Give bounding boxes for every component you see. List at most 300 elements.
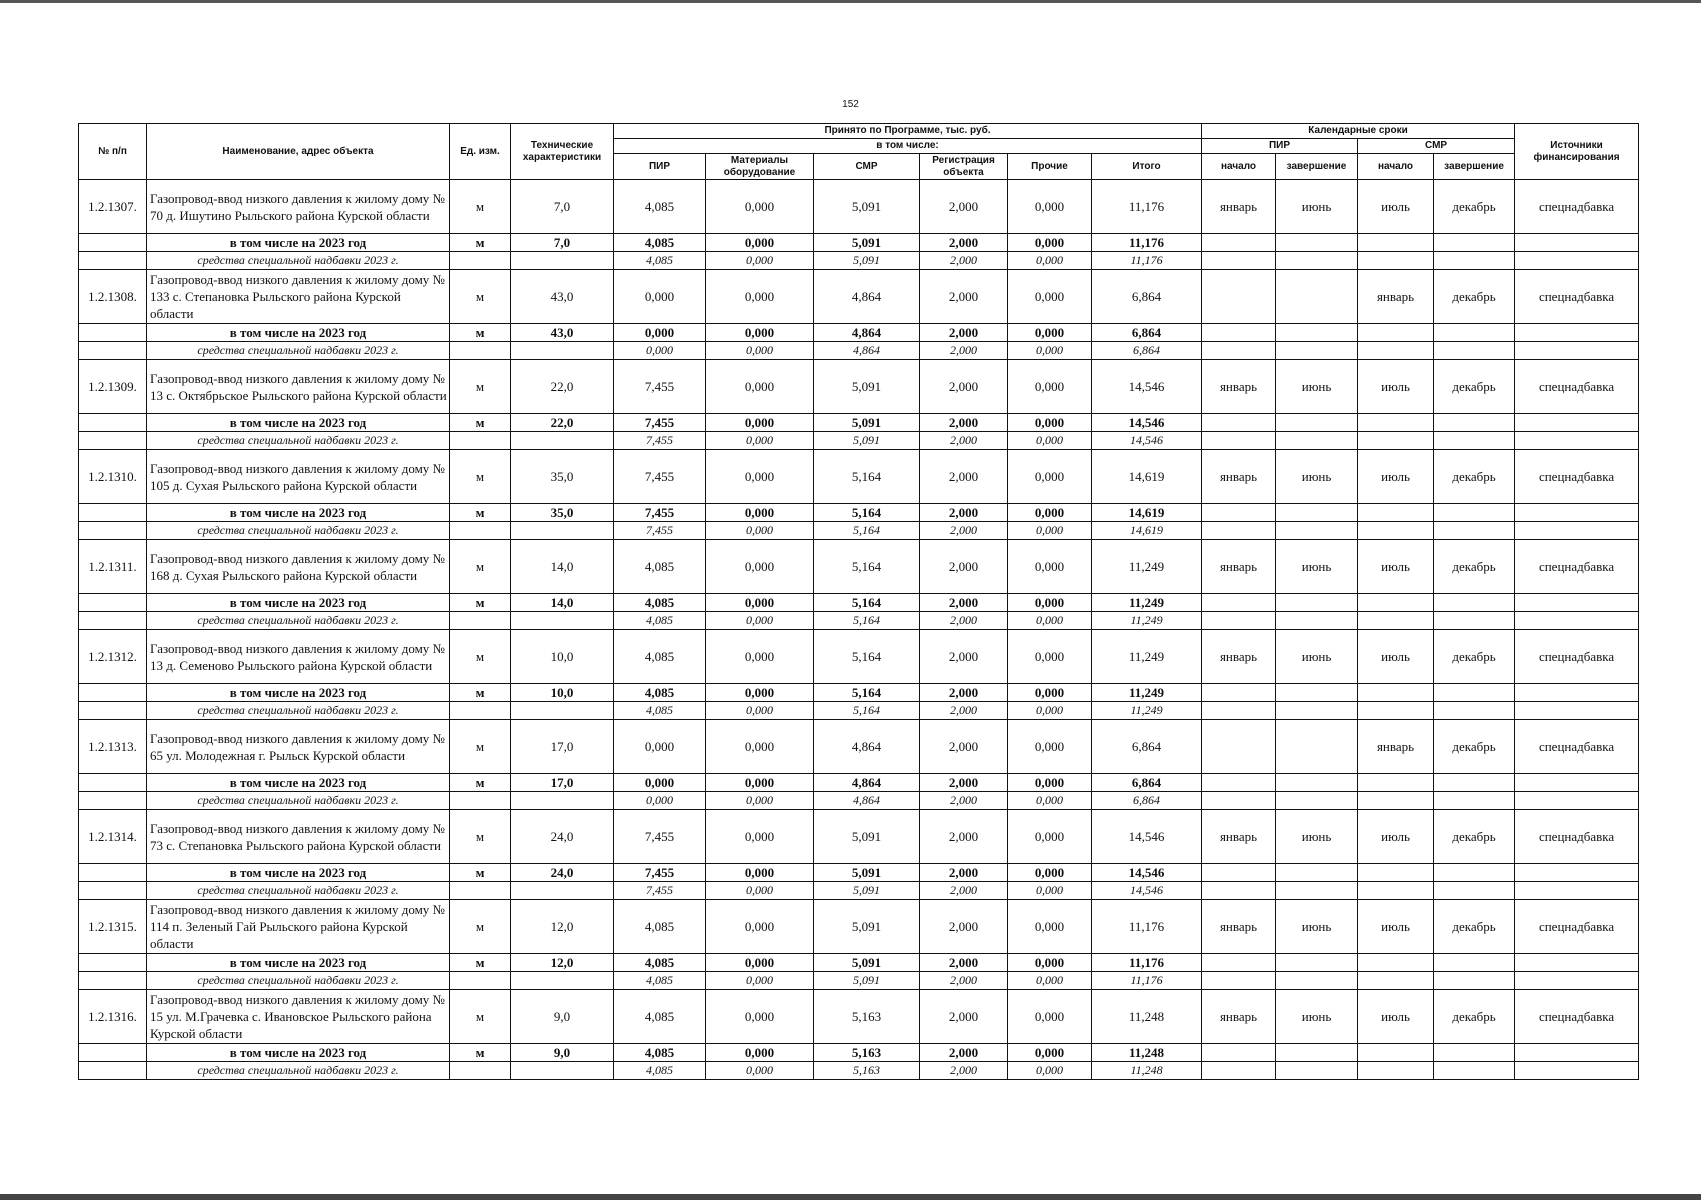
total-cell: 11,176 <box>1092 180 1202 234</box>
subtotal-row <box>79 1044 1639 1062</box>
other-cell: 0,000 <box>1008 630 1092 684</box>
total-cell: 11,176 <box>1092 972 1202 990</box>
materials-cell: 0,000 <box>706 594 814 612</box>
object-name: Газопровод-ввод низкого давления к жилому дому № 70 д. Ишутино Рыльского района Курской области <box>147 180 450 234</box>
tech-cell: 14,0 <box>511 540 614 594</box>
empty-cell <box>1515 414 1639 432</box>
other-cell: 0,000 <box>1008 882 1092 900</box>
table-row <box>79 720 1639 774</box>
other-cell: 0,000 <box>1008 900 1092 954</box>
tech-cell: 22,0 <box>511 414 614 432</box>
pir-cell: 0,000 <box>614 720 706 774</box>
empty-cell <box>1515 702 1639 720</box>
pir-cell: 7,455 <box>614 360 706 414</box>
materials-cell: 0,000 <box>706 1044 814 1062</box>
total-cell: 6,864 <box>1092 720 1202 774</box>
tech-cell: 9,0 <box>511 1044 614 1062</box>
pir-start-cell: январь <box>1202 360 1276 414</box>
unit-cell: м <box>450 810 511 864</box>
source-cell: спецнадбавка <box>1515 450 1639 504</box>
materials-cell: 0,000 <box>706 360 814 414</box>
smr-cell: 5,091 <box>814 972 920 990</box>
smr-cell: 5,164 <box>814 612 920 630</box>
object-name: Газопровод-ввод низкого давления к жилому дому № 13 д. Семеново Рыльского района Курской области <box>147 630 450 684</box>
empty-cell <box>1358 504 1434 522</box>
empty-cell <box>79 504 147 522</box>
pir-end-cell: июнь <box>1276 900 1358 954</box>
header-including: в том числе: <box>614 139 1202 154</box>
pir-cell: 4,085 <box>614 1062 706 1080</box>
empty-cell <box>1202 882 1276 900</box>
registration-cell: 2,000 <box>920 990 1008 1044</box>
empty-cell <box>1358 414 1434 432</box>
subtotal-label: в том числе на 2023 год <box>147 864 450 882</box>
materials-cell: 0,000 <box>706 630 814 684</box>
object-name: Газопровод-ввод низкого давления к жилому дому № 13 с. Октябрьское Рыльского района Курской области <box>147 360 450 414</box>
row-number: 1.2.1308. <box>79 270 147 324</box>
materials-cell: 0,000 <box>706 684 814 702</box>
registration-cell: 2,000 <box>920 270 1008 324</box>
empty-cell <box>511 882 614 900</box>
row-number: 1.2.1314. <box>79 810 147 864</box>
materials-cell: 0,000 <box>706 324 814 342</box>
empty-cell <box>450 972 511 990</box>
other-cell: 0,000 <box>1008 270 1092 324</box>
empty-cell <box>1358 252 1434 270</box>
pir-cell: 7,455 <box>614 414 706 432</box>
empty-cell <box>1276 882 1358 900</box>
source-cell: спецнадбавка <box>1515 990 1639 1044</box>
registration-cell: 2,000 <box>920 954 1008 972</box>
empty-cell <box>1202 774 1276 792</box>
tech-cell: 7,0 <box>511 234 614 252</box>
pir-cell: 4,085 <box>614 900 706 954</box>
empty-cell <box>79 522 147 540</box>
pir-cell: 7,455 <box>614 864 706 882</box>
smr-start-cell: июль <box>1358 810 1434 864</box>
smr-cell: 5,163 <box>814 1062 920 1080</box>
registration-cell: 2,000 <box>920 702 1008 720</box>
materials-cell: 0,000 <box>706 864 814 882</box>
funding-row <box>79 522 1639 540</box>
other-cell: 0,000 <box>1008 954 1092 972</box>
total-cell: 14,546 <box>1092 414 1202 432</box>
empty-cell <box>1434 684 1515 702</box>
other-cell: 0,000 <box>1008 972 1092 990</box>
other-cell: 0,000 <box>1008 540 1092 594</box>
empty-cell <box>1276 414 1358 432</box>
materials-cell: 0,000 <box>706 882 814 900</box>
header-start-pir: начало <box>1202 154 1276 180</box>
empty-cell <box>1358 882 1434 900</box>
total-cell: 11,249 <box>1092 684 1202 702</box>
other-cell: 0,000 <box>1008 684 1092 702</box>
registration-cell: 2,000 <box>920 360 1008 414</box>
smr-end-cell: декабрь <box>1434 180 1515 234</box>
pir-cell: 4,085 <box>614 990 706 1044</box>
tech-cell: 17,0 <box>511 774 614 792</box>
empty-cell <box>1434 324 1515 342</box>
subtotal-row <box>79 324 1639 342</box>
source-cell: спецнадбавка <box>1515 810 1639 864</box>
empty-cell <box>1515 774 1639 792</box>
other-cell: 0,000 <box>1008 414 1092 432</box>
pir-cell: 7,455 <box>614 432 706 450</box>
empty-cell <box>1202 612 1276 630</box>
empty-cell <box>1276 504 1358 522</box>
registration-cell: 2,000 <box>920 252 1008 270</box>
unit-cell: м <box>450 864 511 882</box>
other-cell: 0,000 <box>1008 252 1092 270</box>
total-cell: 6,864 <box>1092 774 1202 792</box>
total-cell: 14,619 <box>1092 450 1202 504</box>
smr-start-cell: июль <box>1358 450 1434 504</box>
funding-row <box>79 972 1639 990</box>
total-cell: 11,249 <box>1092 612 1202 630</box>
smr-cell: 5,091 <box>814 954 920 972</box>
tech-cell: 14,0 <box>511 594 614 612</box>
funding-row <box>79 882 1639 900</box>
materials-cell: 0,000 <box>706 522 814 540</box>
header-sources: Источники финансирования <box>1515 124 1639 180</box>
materials-cell: 0,000 <box>706 810 814 864</box>
pir-cell: 7,455 <box>614 504 706 522</box>
empty-cell <box>1434 774 1515 792</box>
materials-cell: 0,000 <box>706 270 814 324</box>
empty-cell <box>1515 612 1639 630</box>
materials-cell: 0,000 <box>706 432 814 450</box>
pir-cell: 0,000 <box>614 774 706 792</box>
source-cell: спецнадбавка <box>1515 180 1639 234</box>
subtotal-row <box>79 684 1639 702</box>
registration-cell: 2,000 <box>920 864 1008 882</box>
empty-cell <box>1434 792 1515 810</box>
registration-cell: 2,000 <box>920 540 1008 594</box>
header-end-smr: завершение <box>1434 154 1515 180</box>
empty-cell <box>79 792 147 810</box>
smr-cell: 5,164 <box>814 702 920 720</box>
total-cell: 6,864 <box>1092 324 1202 342</box>
materials-cell: 0,000 <box>706 612 814 630</box>
tech-cell: 10,0 <box>511 630 614 684</box>
empty-cell <box>1358 792 1434 810</box>
registration-cell: 2,000 <box>920 900 1008 954</box>
smr-end-cell: декабрь <box>1434 360 1515 414</box>
empty-cell <box>79 594 147 612</box>
empty-cell <box>1202 414 1276 432</box>
unit-cell: м <box>450 180 511 234</box>
empty-cell <box>1515 882 1639 900</box>
empty-cell <box>1276 612 1358 630</box>
header-total: Итого <box>1092 154 1202 180</box>
funding-row <box>79 1062 1639 1080</box>
total-cell: 11,249 <box>1092 702 1202 720</box>
empty-cell <box>79 864 147 882</box>
empty-cell <box>1434 342 1515 360</box>
empty-cell <box>1202 684 1276 702</box>
registration-cell: 2,000 <box>920 414 1008 432</box>
empty-cell <box>79 342 147 360</box>
empty-cell <box>1276 774 1358 792</box>
empty-cell <box>79 702 147 720</box>
header-tech: Технические характеристики <box>511 124 614 180</box>
smr-cell: 5,091 <box>814 252 920 270</box>
empty-cell <box>1202 1044 1276 1062</box>
total-cell: 11,249 <box>1092 594 1202 612</box>
empty-cell <box>79 774 147 792</box>
total-cell: 14,546 <box>1092 882 1202 900</box>
empty-cell <box>1515 972 1639 990</box>
scan-top-edge <box>0 0 1701 3</box>
source-cell: спецнадбавка <box>1515 270 1639 324</box>
registration-cell: 2,000 <box>920 504 1008 522</box>
smr-cell: 5,163 <box>814 1044 920 1062</box>
empty-cell <box>511 702 614 720</box>
smr-cell: 4,864 <box>814 270 920 324</box>
empty-cell <box>450 342 511 360</box>
pir-cell: 0,000 <box>614 270 706 324</box>
empty-cell <box>1202 504 1276 522</box>
smr-cell: 5,164 <box>814 594 920 612</box>
registration-cell: 2,000 <box>920 792 1008 810</box>
unit-cell: м <box>450 774 511 792</box>
empty-cell <box>79 1044 147 1062</box>
other-cell: 0,000 <box>1008 1044 1092 1062</box>
unit-cell: м <box>450 270 511 324</box>
smr-start-cell: июль <box>1358 180 1434 234</box>
empty-cell <box>1202 234 1276 252</box>
smr-cell: 5,091 <box>814 414 920 432</box>
pir-cell: 0,000 <box>614 792 706 810</box>
pir-cell: 4,085 <box>614 612 706 630</box>
unit-cell: м <box>450 324 511 342</box>
table-row <box>79 540 1639 594</box>
smr-start-cell: июль <box>1358 540 1434 594</box>
materials-cell: 0,000 <box>706 972 814 990</box>
empty-cell <box>1276 684 1358 702</box>
empty-cell <box>79 612 147 630</box>
funding-label: средства специальной надбавки 2023 г. <box>147 522 450 540</box>
other-cell: 0,000 <box>1008 990 1092 1044</box>
empty-cell <box>1202 342 1276 360</box>
registration-cell: 2,000 <box>920 630 1008 684</box>
registration-cell: 2,000 <box>920 180 1008 234</box>
smr-end-cell: декабрь <box>1434 630 1515 684</box>
registration-cell: 2,000 <box>920 432 1008 450</box>
empty-cell <box>1276 864 1358 882</box>
registration-cell: 2,000 <box>920 774 1008 792</box>
pir-start-cell: январь <box>1202 180 1276 234</box>
funding-label: средства специальной надбавки 2023 г. <box>147 252 450 270</box>
materials-cell: 0,000 <box>706 954 814 972</box>
header-other: Прочие <box>1008 154 1092 180</box>
smr-end-cell: декабрь <box>1434 990 1515 1044</box>
pir-end-cell <box>1276 720 1358 774</box>
empty-cell <box>1515 522 1639 540</box>
tech-cell: 17,0 <box>511 720 614 774</box>
empty-cell <box>1515 504 1639 522</box>
pir-cell: 4,085 <box>614 972 706 990</box>
subtotal-label: в том числе на 2023 год <box>147 954 450 972</box>
header-smr: СМР <box>814 154 920 180</box>
object-name: Газопровод-ввод низкого давления к жилому дому № 73 с. Степановка Рыльского района Курской области <box>147 810 450 864</box>
pir-cell: 4,085 <box>614 180 706 234</box>
subtotal-label: в том числе на 2023 год <box>147 594 450 612</box>
empty-cell <box>1276 234 1358 252</box>
registration-cell: 2,000 <box>920 1062 1008 1080</box>
empty-cell <box>1276 1044 1358 1062</box>
table-row <box>79 450 1639 504</box>
empty-cell <box>1358 594 1434 612</box>
funding-row <box>79 252 1639 270</box>
empty-cell <box>1358 234 1434 252</box>
empty-cell <box>1515 792 1639 810</box>
empty-cell <box>1202 702 1276 720</box>
empty-cell <box>1515 1044 1639 1062</box>
other-cell: 0,000 <box>1008 180 1092 234</box>
registration-cell: 2,000 <box>920 612 1008 630</box>
funding-row <box>79 342 1639 360</box>
smr-cell: 5,164 <box>814 522 920 540</box>
pir-end-cell: июнь <box>1276 450 1358 504</box>
materials-cell: 0,000 <box>706 774 814 792</box>
header-start-smr: начало <box>1358 154 1434 180</box>
empty-cell <box>1515 324 1639 342</box>
registration-cell: 2,000 <box>920 594 1008 612</box>
empty-cell <box>1434 504 1515 522</box>
total-cell: 14,546 <box>1092 810 1202 864</box>
empty-cell <box>511 972 614 990</box>
funding-row <box>79 612 1639 630</box>
empty-cell <box>511 792 614 810</box>
other-cell: 0,000 <box>1008 342 1092 360</box>
object-name: Газопровод-ввод низкого давления к жилому дому № 114 п. Зеленый Гай Рыльского района Курской области <box>147 900 450 954</box>
smr-end-cell: декабрь <box>1434 270 1515 324</box>
empty-cell <box>1434 234 1515 252</box>
unit-cell: м <box>450 504 511 522</box>
empty-cell <box>1358 1044 1434 1062</box>
unit-cell: м <box>450 450 511 504</box>
smr-start-cell: январь <box>1358 720 1434 774</box>
smr-cell: 5,091 <box>814 810 920 864</box>
pir-cell: 7,455 <box>614 810 706 864</box>
empty-cell <box>1434 864 1515 882</box>
header-unit: Ед. изм. <box>450 124 511 180</box>
empty-cell <box>1358 612 1434 630</box>
other-cell: 0,000 <box>1008 360 1092 414</box>
funding-label: средства специальной надбавки 2023 г. <box>147 972 450 990</box>
pir-cell: 7,455 <box>614 522 706 540</box>
total-cell: 11,176 <box>1092 900 1202 954</box>
empty-cell <box>1202 864 1276 882</box>
unit-cell: м <box>450 234 511 252</box>
registration-cell: 2,000 <box>920 882 1008 900</box>
subtotal-label: в том числе на 2023 год <box>147 684 450 702</box>
table-row <box>79 180 1639 234</box>
row-number: 1.2.1312. <box>79 630 147 684</box>
materials-cell: 0,000 <box>706 540 814 594</box>
materials-cell: 0,000 <box>706 792 814 810</box>
empty-cell <box>1202 972 1276 990</box>
pir-end-cell: июнь <box>1276 180 1358 234</box>
total-cell: 6,864 <box>1092 792 1202 810</box>
pir-end-cell: июнь <box>1276 810 1358 864</box>
empty-cell <box>1515 954 1639 972</box>
unit-cell: м <box>450 360 511 414</box>
registration-cell: 2,000 <box>920 234 1008 252</box>
header-calendar: Календарные сроки <box>1202 124 1515 139</box>
pir-cell: 4,085 <box>614 702 706 720</box>
empty-cell <box>511 522 614 540</box>
empty-cell <box>450 522 511 540</box>
smr-end-cell: декабрь <box>1434 810 1515 864</box>
funding-label: средства специальной надбавки 2023 г. <box>147 882 450 900</box>
tech-cell: 24,0 <box>511 810 614 864</box>
tech-cell: 7,0 <box>511 180 614 234</box>
empty-cell <box>79 882 147 900</box>
pir-start-cell: январь <box>1202 900 1276 954</box>
table-body <box>79 180 1639 1080</box>
object-name: Газопровод-ввод низкого давления к жилому дому № 133 с. Степановка Рыльского района Курской области <box>147 270 450 324</box>
subtotal-label: в том числе на 2023 год <box>147 414 450 432</box>
pir-cell: 4,085 <box>614 1044 706 1062</box>
row-number: 1.2.1307. <box>79 180 147 234</box>
funding-label: средства специальной надбавки 2023 г. <box>147 612 450 630</box>
empty-cell <box>1202 522 1276 540</box>
empty-cell <box>1434 882 1515 900</box>
tech-cell: 22,0 <box>511 360 614 414</box>
empty-cell <box>1276 432 1358 450</box>
smr-cell: 4,864 <box>814 774 920 792</box>
smr-cell: 5,091 <box>814 432 920 450</box>
row-number: 1.2.1311. <box>79 540 147 594</box>
row-number: 1.2.1316. <box>79 990 147 1044</box>
empty-cell <box>1515 1062 1639 1080</box>
subtotal-label: в том числе на 2023 год <box>147 774 450 792</box>
unit-cell: м <box>450 414 511 432</box>
empty-cell <box>1434 612 1515 630</box>
scan-bottom-edge <box>0 1194 1701 1200</box>
header-end-pir: завершение <box>1276 154 1358 180</box>
empty-cell <box>1358 324 1434 342</box>
empty-cell <box>1358 972 1434 990</box>
registration-cell: 2,000 <box>920 342 1008 360</box>
materials-cell: 0,000 <box>706 900 814 954</box>
pir-cell: 4,085 <box>614 594 706 612</box>
empty-cell <box>1202 792 1276 810</box>
header-num: № п/п <box>79 124 147 180</box>
empty-cell <box>1434 972 1515 990</box>
empty-cell <box>79 432 147 450</box>
materials-cell: 0,000 <box>706 702 814 720</box>
empty-cell <box>1276 252 1358 270</box>
header-accepted: Принято по Программе, тыс. руб. <box>614 124 1202 139</box>
total-cell: 11,249 <box>1092 540 1202 594</box>
funding-label: средства специальной надбавки 2023 г. <box>147 1062 450 1080</box>
smr-cell: 5,091 <box>814 900 920 954</box>
smr-start-cell: июль <box>1358 990 1434 1044</box>
empty-cell <box>450 882 511 900</box>
funding-label: средства специальной надбавки 2023 г. <box>147 432 450 450</box>
empty-cell <box>1434 1062 1515 1080</box>
funding-label: средства специальной надбавки 2023 г. <box>147 702 450 720</box>
registration-cell: 2,000 <box>920 720 1008 774</box>
pir-cell: 7,455 <box>614 450 706 504</box>
empty-cell <box>1358 702 1434 720</box>
header-registration: Регистрация объекта <box>920 154 1008 180</box>
pir-start-cell: январь <box>1202 990 1276 1044</box>
smr-cell: 4,864 <box>814 792 920 810</box>
